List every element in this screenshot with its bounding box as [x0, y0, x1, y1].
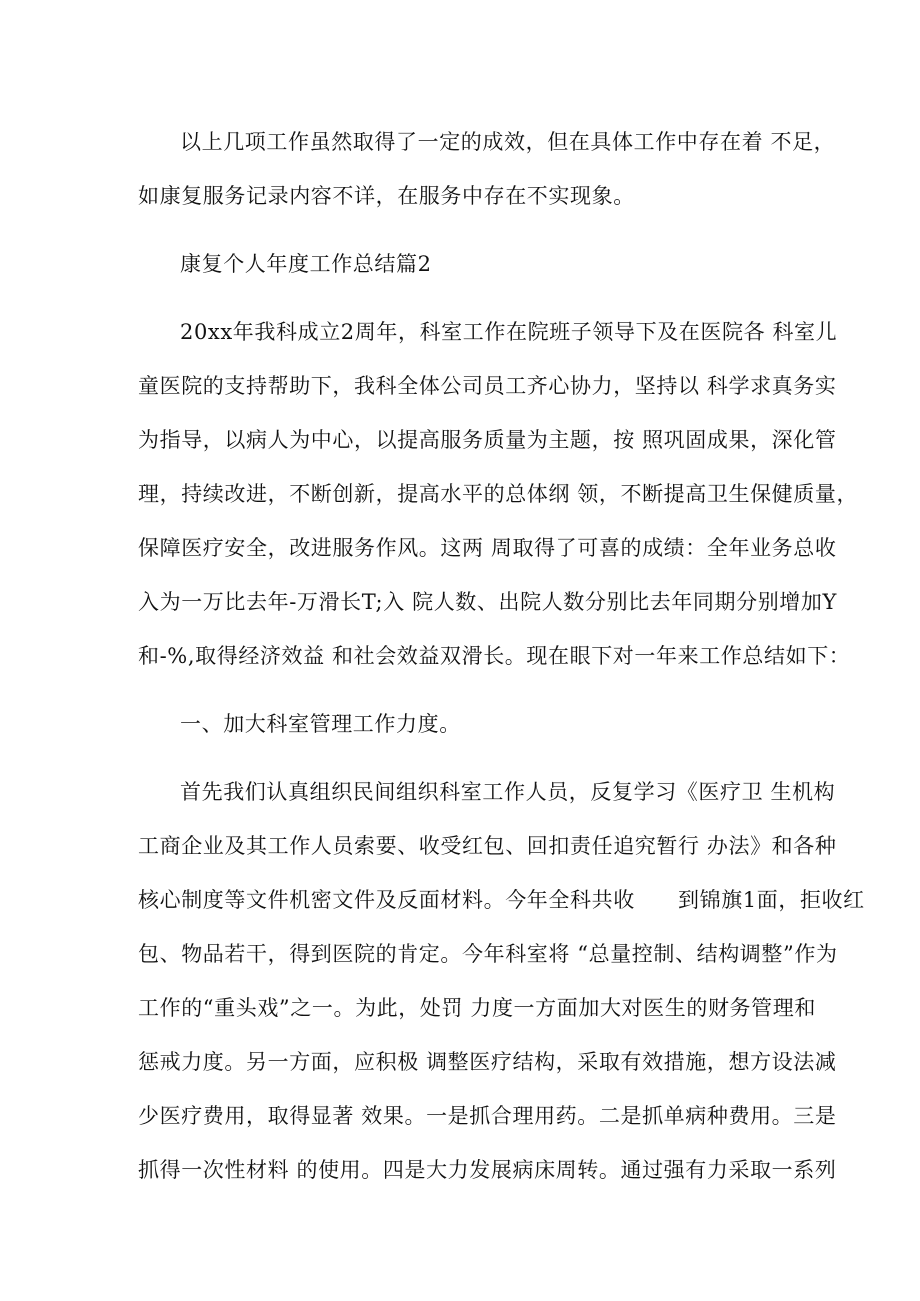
- paragraph-line: 工作的“重头戏”之一。为此，处罚 力度一方面加大对医生的财务管理和: [138, 996, 816, 1020]
- paragraph-line: 如康复服务记录内容不详，在服务中存在不实现象。: [138, 184, 635, 208]
- paragraph-line: 包、物品若干，得到医院的肯定。今年科室将 “总量控制、结构调整”作为: [138, 942, 838, 966]
- paragraph-line: 为指导，以病人为中心，以提高服务质量为主题，按 照巩固成果，深化管: [138, 428, 837, 452]
- paragraph-line: 入为一万比去年-万滑长T;入 院人数、出院人数分别比去年同期分别增加Y: [138, 590, 837, 614]
- paragraph-line: 以上几项工作虽然取得了一定的成效，但在具体工作中存在着 不足，: [180, 130, 836, 154]
- paragraph-line: 抓得一次性材料 的使用。四是大力发展病床周转。通过强有力采取一系列: [138, 1158, 837, 1182]
- paragraph-line: 和-%,取得经济效益 和社会效益双滑长。现在眼下对一年来工作总结如下：: [138, 644, 851, 668]
- paragraph-line: 核心制度等文件机密文件及反面材料。今年全科共收 到锦旗1面，拒收红: [138, 888, 865, 912]
- paragraph-line: 保障医疗安全，改进服务作风。这两 周取得了可喜的成绩：全年业务总收: [138, 536, 837, 560]
- paragraph-line: 少医疗费用，取得显著 效果。一是抓合理用药。二是抓单病种费用。三是: [138, 1104, 837, 1128]
- paragraph-line: 20xx年我科成立2周年，科室工作在院班子领导下及在医院各 科室儿: [180, 320, 838, 344]
- paragraph-line: 惩戒力度。另一方面，应积极 调整医疗结构，采取有效措施，想方设法减: [138, 1050, 837, 1074]
- section-heading: 一、加大科室管理工作力度。: [180, 712, 461, 736]
- paragraph-line: 工商企业及其工作人员索要、收受红包、回扣责任追究暂行 办法》和各种: [138, 834, 837, 858]
- section-heading: 康复个人年度工作总结篇2: [180, 252, 432, 276]
- paragraph-line: 童医院的支持帮助下，我科全体公司员工齐心协力，坚持以 科学求真务实: [138, 374, 837, 398]
- paragraph-line: 理，持续改进，不断创新，提高水平的总体纲 领，不断提高卫生保健质量，: [138, 482, 859, 506]
- paragraph-line: 首先我们认真组织民间组织科室工作人员，反复学习《医疗卫 生机构: [180, 780, 836, 804]
